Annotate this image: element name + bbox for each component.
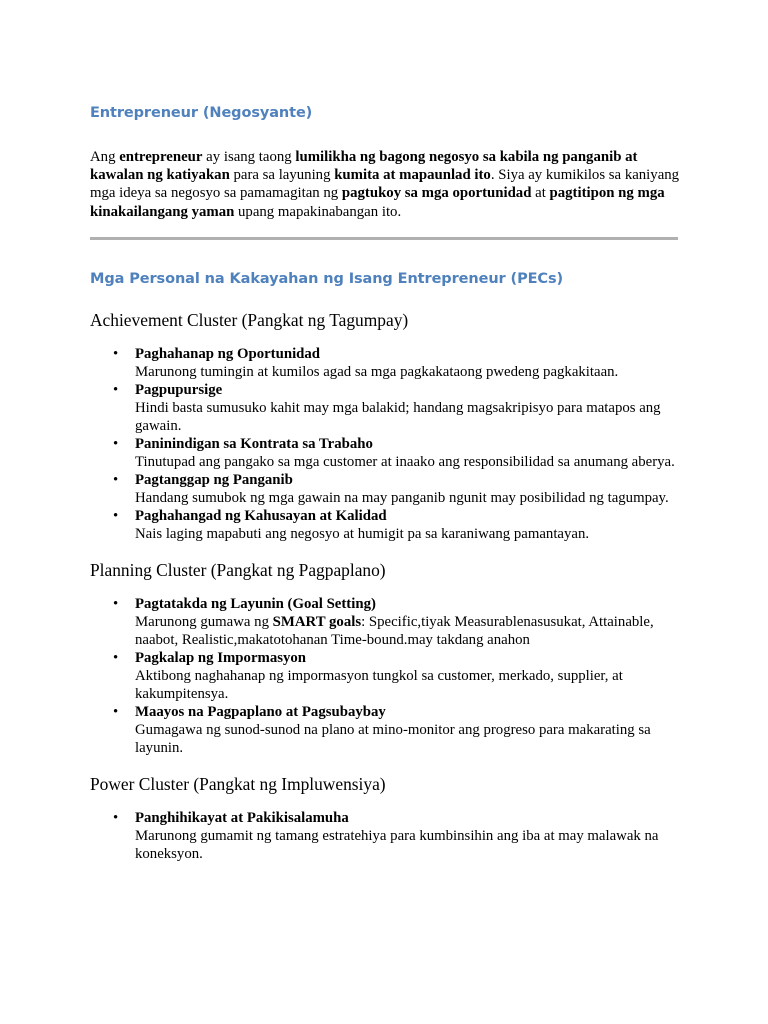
item-description: Tinutupad ang pangako sa mga customer at inaako ang responsibilidad sa anumang aberya. [135,453,675,470]
item-title: • Paninindigan sa Kontrata sa Trabaho [135,435,373,452]
planning-cluster-title: Planning Cluster (Pangkat ng Pagpaplano) [90,559,386,580]
intro-bold-4: pagtukoy sa mga oportunidad [341,185,532,202]
document-content [90,103,680,863]
power-cluster-list [90,809,680,863]
list-item [90,507,680,543]
list-item [90,595,680,649]
list-item [90,703,680,757]
item-description: Aktibong naghahanap ng impormasyon tungkol sa customer, merkado, supplier, at kakumpitensya. [135,667,623,702]
achievement-cluster-list [90,345,680,543]
item-title: • Panghihikayat at Pakikisalamuha [135,809,349,826]
item-description: Marunong gumamit ng tamang estratehiya para kumbinsihin ang iba at may malawak na koneksyon. [135,827,659,862]
list-item [90,471,680,507]
list-item [90,345,680,381]
item-title: • Pagkalap ng Impormasyon [135,649,307,666]
intro-bold-5: pagtitipon ng mga kinakailangang yaman [90,185,665,220]
achievement-cluster-title: Achievement Cluster (Pangkat ng Tagumpay) [90,309,409,330]
horizontal-divider [90,237,678,240]
item-description: Gumagawa ng sunod-sunod na plano at mino-monitor ang progreso para makarating sa layunin. [135,721,651,756]
list-item [90,435,680,471]
intro-bold-1: entrepreneur [119,149,203,165]
desc-bold: SMART goals [272,613,362,630]
item-title: • Paghahangad ng Kahusayan at Kalidad [135,507,387,524]
heading-pecs: Mga Personal na Kakayahan ng Isang Entrepreneur (PECs) [90,270,564,287]
intro-paragraph [90,148,680,221]
item-description: Hindi basta sumusuko kahit may mga balakid; handang magsakripisyo para matapos ang gawain. [135,399,661,434]
item-title: • Pagtanggap ng Panganib [135,471,293,488]
item-description [135,613,680,649]
list-item [90,381,680,435]
intro-text-4: . Siya ay kumikilos sa kaniyang mga ideya sa negosyo sa pamamagitan ng [90,167,680,202]
intro-text-2: ay isang taong [202,149,296,165]
intro-text-6: upang mapakinabangan ito. [234,203,402,220]
desc-text: Marunong gumawa ng [135,613,273,630]
intro-text-3: para sa layuning [229,167,335,184]
list-item [90,649,680,703]
list-item [90,809,680,863]
item-title: • Pagpupursige [135,381,223,398]
intro-bold-2: lumilikha ng bagong negosyo sa kabila ng panganib at kawalan ng katiyakan [90,149,638,184]
item-description: Marunong tumingin at kumilos agad sa mga pagkakataong pwedeng pagkakitaan. [135,363,619,380]
item-description: Handang sumubok ng mga gawain na may panganib ngunit may posibilidad ng tagumpay. [135,489,669,506]
intro-text-1: Ang [90,149,120,165]
power-cluster-title: Power Cluster (Pangkat ng Impluwensiya) [90,773,386,794]
item-title: • Maayos na Pagpaplano at Pagsubaybay [135,703,386,720]
intro-text-5: at [531,185,550,202]
heading-entrepreneur: Entrepreneur (Negosyante) [90,105,313,121]
item-title: • Paghahanap ng Oportunidad [135,345,321,362]
item-title: • Pagtatakda ng Layunin (Goal Setting) [135,595,376,612]
intro-bold-3: kumita at mapaunlad ito [334,167,491,184]
item-description: Nais laging mapabuti ang negosyo at humigit pa sa karaniwang pamantayan. [135,525,590,542]
planning-cluster-list [90,595,680,757]
desc-text: : Specific,tiyak Measurablenasusukat, Attainable, naabot, Realistic,makatotohanan Time-bound.may takdang anahon [135,613,654,648]
